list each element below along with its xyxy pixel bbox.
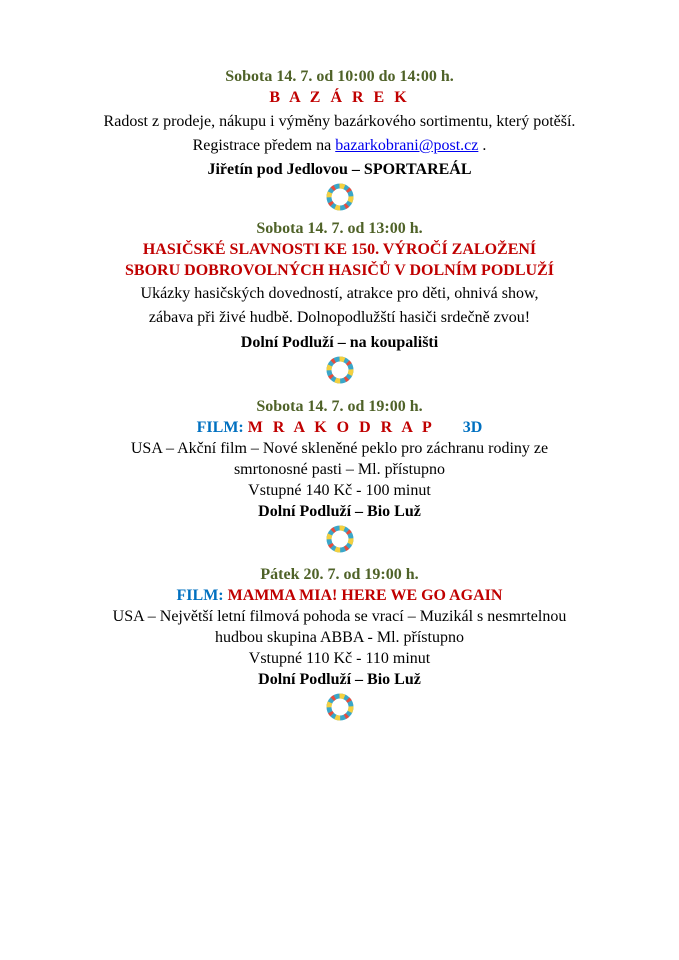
event-description-2: smrtonosné pasti – Ml. přístupno [233, 461, 446, 478]
event-hasicske-slavnosti [0, 218, 679, 385]
registration-suffix: . [478, 137, 487, 154]
event-price: Vstupné 110 Kč - 110 minut [248, 650, 431, 667]
event-description-1: USA – Akční film – Nové skleněné peklo pro záchranu rodiny ze [130, 440, 549, 457]
film-title-line [0, 417, 679, 438]
event-film-mrakodrap [0, 396, 679, 554]
event-title: B A Z Á R E K [269, 89, 410, 106]
event-date: Sobota 14. 7. od 13:00 h. [256, 220, 423, 237]
film-label: FILM: [176, 587, 228, 604]
event-description: Radost z prodeje, nákupu i výměny bazárkového sortimentu, který potěší. [103, 113, 576, 130]
event-description-1: Ukázky hasičských dovedností, atrakce pro děti, ohnivá show, [140, 285, 539, 302]
event-date: Pátek 20. 7. od 19:00 h. [260, 566, 419, 583]
registration-prefix: Registrace předem na [192, 137, 336, 154]
swim-ring-icon [326, 356, 354, 384]
event-description-2: hudbou skupina ABBA - Ml. přístupno [215, 629, 464, 646]
swim-ring-icon [326, 183, 354, 211]
event-description-1: USA – Největší letní filmová pohoda se vrací – Muzikál s nesmrtelnou [112, 608, 567, 625]
event-price: Vstupné 140 Kč - 100 minut [248, 482, 431, 499]
event-place: Dolní Podluží – Bio Luž [258, 671, 421, 688]
film-format: 3D [462, 419, 483, 436]
event-place: Jiřetín pod Jedlovou – SPORTAREÁL [207, 161, 472, 178]
film-label: FILM: [196, 419, 248, 436]
event-place: Dolní Podluží – na koupališti [240, 334, 439, 351]
event-date: Sobota 14. 7. od 10:00 do 14:00 h. [225, 68, 454, 85]
film-title: MAMMA MIA! HERE WE GO AGAIN [227, 587, 503, 604]
email-link[interactable]: bazarkobrani@post.cz [335, 137, 479, 154]
event-title-line-1: HASIČSKÉ SLAVNOSTI KE 150. VÝROČÍ ZALOŽENÍ [142, 241, 537, 258]
event-date: Sobota 14. 7. od 19:00 h. [256, 398, 423, 415]
event-description-2: zábava při živé hudbě. Dolnopodlužští hasiči srdečně zvou! [148, 309, 531, 326]
event-film-mamma-mia [0, 564, 679, 722]
film-title-line [0, 585, 679, 606]
event-bazarek [0, 66, 679, 212]
swim-ring-icon [326, 693, 354, 721]
swim-ring-icon [326, 525, 354, 553]
event-place: Dolní Podluží – Bio Luž [258, 503, 421, 520]
registration-line [0, 135, 679, 156]
film-title: M R A K O D R A P [247, 419, 435, 436]
event-title-line-2: SBORU DOBROVOLNÝCH HASIČŮ V DOLNÍM PODLUŽÍ [125, 262, 554, 279]
